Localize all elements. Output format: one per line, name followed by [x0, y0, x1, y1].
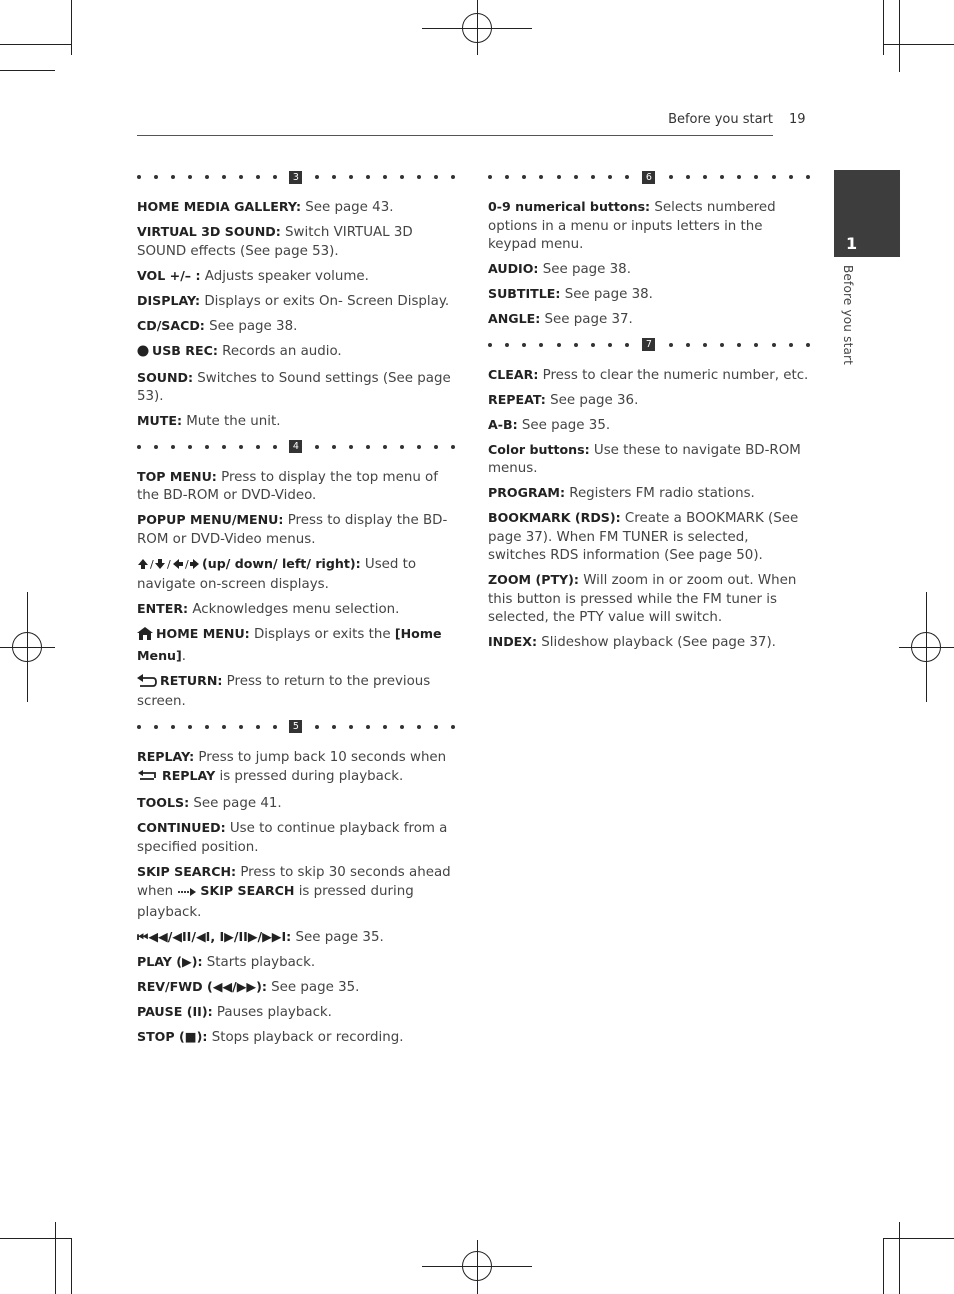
list-item: POPUP MENU/MENU: Press to display the BD-ROM or DVD-Video menus. [137, 512, 448, 547]
crop-mark [883, 1238, 954, 1239]
left-column [137, 168, 455, 1053]
section-number-badge: 5 [289, 720, 302, 733]
registration-circle [462, 1251, 492, 1281]
skip-search-icon [177, 885, 197, 904]
section-divider-4 [137, 438, 455, 456]
registration-circle [462, 13, 492, 43]
section-number-badge: 4 [289, 440, 302, 453]
crop-mark [899, 1222, 900, 1294]
crop-mark [899, 0, 900, 72]
list-item: AUDIO: See page 38. [488, 261, 631, 277]
list-item: PAUSE (II): Pauses playback. [137, 1003, 332, 1020]
list-item: REV/FWD (◀◀/▶▶): See page 35. [137, 978, 360, 995]
list-item: ANGLE: See page 37. [488, 311, 633, 327]
section-divider-5 [137, 718, 455, 736]
list-item: USB REC: Records an audio. [137, 342, 455, 364]
list-item: ⏮◀◀/◀II/◀I, I▶/II▶/▶▶I: See page 35. [137, 928, 384, 945]
chapter-number: 1 [846, 234, 858, 253]
registration-circle [12, 632, 42, 662]
section-divider-7 [488, 336, 810, 354]
section-divider-6 [488, 168, 810, 186]
header-rule [137, 135, 773, 136]
svg-text:/: / [167, 557, 171, 570]
return-icon [137, 674, 157, 694]
registration-circle [911, 632, 941, 662]
list-item: CD/SACD: See page 38. [137, 317, 298, 334]
list-item: STOP (■): Stops playback or recording. [137, 1028, 404, 1045]
list-item: HOME MEDIA GALLERY: See page 43. [137, 199, 394, 215]
running-header [137, 112, 773, 127]
page-number: 19 [789, 112, 806, 127]
list-item: A-B: See page 35. [488, 416, 611, 433]
list-item: ENTER: Acknowledges menu selection. [137, 601, 400, 617]
chapter-side-label: Before you start [841, 265, 855, 366]
section-number-badge: 6 [642, 171, 655, 184]
list-item: SOUND: Switches to Sound settings (See page 53). [137, 369, 451, 404]
list-item: CLEAR: Press to clear the numeric number, etc. [488, 366, 809, 383]
svg-text:/: / [185, 557, 189, 570]
list-item: HOME MENU: Displays or exits the [Home Menu]. [137, 626, 442, 664]
list-item: 0-9 numerical buttons: Selects numbered options in a menu or inputs letters in the keypad menu. [488, 199, 776, 252]
list-item: VOL +/– : Adjusts speaker volume. [137, 267, 369, 284]
list-item: PLAY (▶): Starts playback. [137, 953, 316, 970]
chapter-tab [834, 170, 900, 257]
list-item: BOOKMARK (RDS): Create a BOOKMARK (See page 37). When FM TUNER is selected, switches RDS information (See page 50). [488, 510, 799, 563]
crop-mark [0, 70, 55, 71]
list-item: REPLAY: Press to jump back 10 seconds when REPLAY is pressed during playback. [137, 748, 455, 789]
crop-mark [0, 44, 72, 45]
list-item: ZOOM (PTY): Will zoom in or zoom out. When this button is pressed while the FM tuner is selected, the PTY value will switch. [488, 572, 797, 625]
crop-mark [71, 1238, 72, 1294]
header-section-title: Before you start [668, 112, 773, 127]
list-item: TOOLS: See page 41. [137, 795, 282, 811]
home-icon [137, 627, 153, 647]
crop-mark [883, 44, 954, 45]
list-item: / / / (up/ down/ left/ right): Used to navigate on-screen displays. [137, 555, 417, 592]
crop-mark [883, 1238, 884, 1294]
list-item: INDEX: Slideshow playback (See page 37). [488, 634, 776, 650]
list-item: REPEAT: See page 36. [488, 391, 639, 408]
list-item: PROGRAM: Registers FM radio stations. [488, 485, 755, 501]
list-item: VIRTUAL 3D SOUND: Switch VIRTUAL 3D SOUND effects (See page 53). [137, 224, 413, 259]
list-item: TOP MENU: Press to display the top menu of the BD-ROM or DVD-Video. [137, 468, 438, 503]
section-number-badge: 7 [642, 338, 655, 351]
crop-mark [883, 0, 884, 55]
list-item: Color buttons: Use these to navigate BD-ROM menus. [488, 441, 801, 476]
crop-mark [0, 1238, 72, 1239]
list-item: SKIP SEARCH: Press to skip 30 seconds ahead when SKIP SEARCH is pressed during playback. [137, 863, 451, 920]
record-dot-icon [137, 345, 149, 364]
list-item: MUTE: Mute the unit. [137, 413, 281, 429]
section-divider-3 [137, 168, 455, 186]
right-column [488, 168, 810, 658]
list-item: CONTINUED: Use to continue playback from a specified position. [137, 820, 448, 855]
arrow-keys-icon [137, 558, 199, 577]
crop-mark [55, 1222, 56, 1294]
svg-text:/: / [150, 557, 154, 570]
section-number-badge: 3 [289, 171, 302, 184]
crop-mark [71, 0, 72, 55]
list-item: RETURN: Press to return to the previous screen. [137, 672, 431, 709]
list-item: SUBTITLE: See page 38. [488, 286, 653, 302]
list-item: DISPLAY: Displays or exits On- Screen Display. [137, 292, 450, 309]
replay-icon [137, 770, 159, 789]
